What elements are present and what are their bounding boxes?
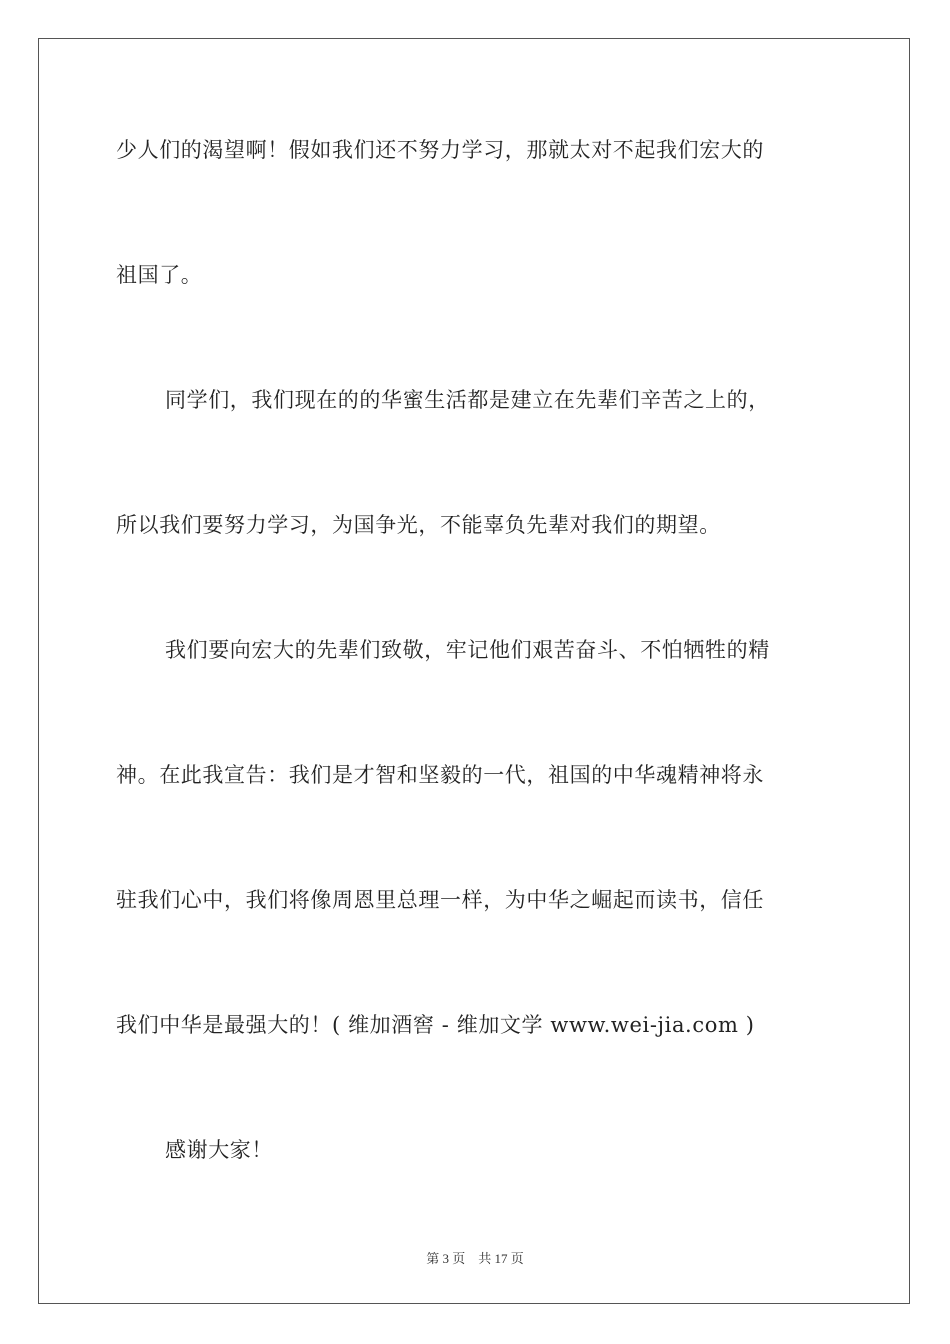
text-line-4: 所以我们要努力学习，为国争光，不能辜负先辈对我们的期望。 bbox=[116, 513, 721, 537]
paragraph-start-line: 我们要向宏大的先辈们致敬，牢记他们艰苦奋斗、不怕牺牲的精 bbox=[165, 638, 770, 662]
page-total: 共 17 页 bbox=[478, 1251, 524, 1266]
page-footer bbox=[0, 1248, 950, 1267]
text-line-6: 神。在此我宣告：我们是才智和坚毅的一代，祖国的中华魂精神将永 bbox=[116, 763, 764, 787]
text-line-2: 祖国了。 bbox=[116, 263, 203, 287]
paragraph-start-line: 同学们，我们现在的的华蜜生活都是建立在先辈们辛苦之上的， bbox=[165, 388, 770, 412]
text-line-7: 驻我们心中，我们将像周恩里总理一样，为中华之崛起而读书，信任 bbox=[116, 888, 764, 912]
text-line-1: 少人们的渴望啊！假如我们还不努力学习，那就太对不起我们宏大的 bbox=[116, 138, 764, 162]
closing-line: 感谢大家！ bbox=[165, 1138, 273, 1162]
page-number: 第 3 页 bbox=[426, 1251, 466, 1266]
page-frame bbox=[38, 38, 910, 1304]
text-line-8: 我们中华是最强大的！( 维加酒窖 - 维加文学 www.wei-jia.com ) bbox=[116, 1013, 755, 1037]
